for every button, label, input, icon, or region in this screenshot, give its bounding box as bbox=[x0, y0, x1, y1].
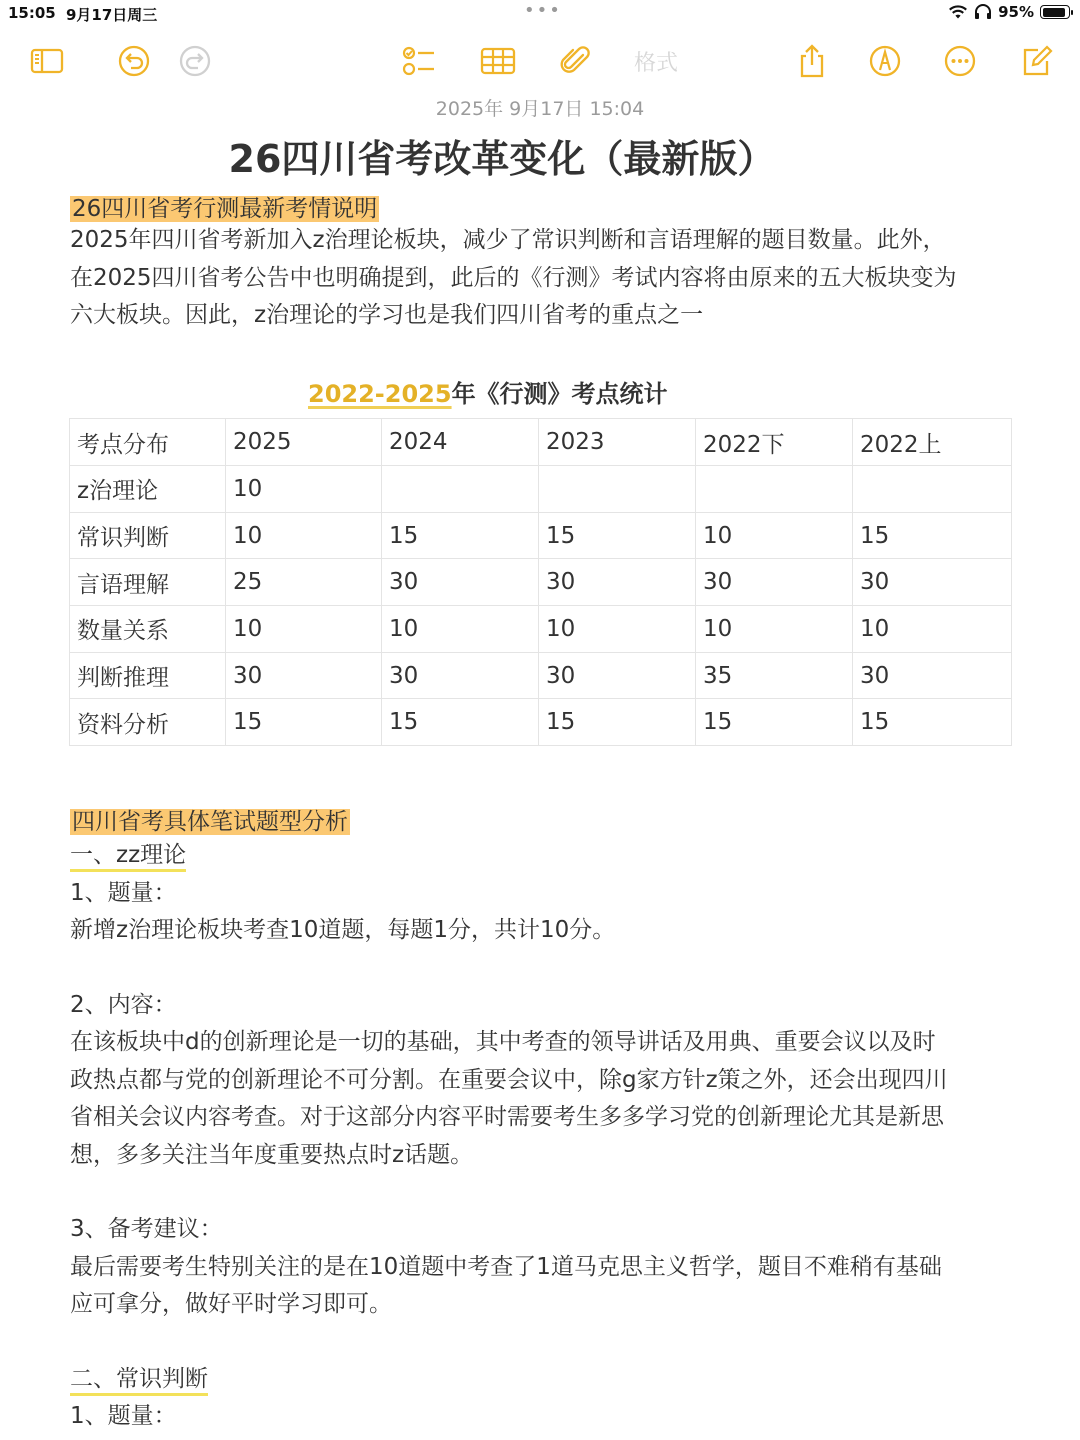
part1-title: 一、zz理论 bbox=[70, 842, 186, 872]
item2-label: 2、内容： bbox=[70, 991, 177, 1018]
redo-icon bbox=[177, 43, 213, 79]
sidebar-icon bbox=[29, 43, 65, 79]
paragraph-line: 想，多多关注当年度重要热点时z话题。 bbox=[70, 1141, 474, 1168]
table-cell[interactable]: 30 bbox=[539, 652, 696, 699]
table-cell[interactable]: 30 bbox=[853, 559, 1012, 606]
undo-icon bbox=[116, 43, 152, 79]
table-cell[interactable] bbox=[382, 466, 539, 513]
table-cell[interactable]: 资料分析 bbox=[70, 699, 226, 746]
share-icon bbox=[794, 43, 830, 79]
item3-label: 3、备考建议： bbox=[70, 1216, 223, 1242]
paragraph-line: 省相关会议内容考查。对于这部分内容平时需要考生多多学习党的创新理论尤其是新思 bbox=[70, 1104, 944, 1130]
status-bar bbox=[0, 0, 1080, 26]
table-cell[interactable]: 10 bbox=[382, 606, 539, 653]
redo-button[interactable] bbox=[175, 42, 215, 80]
table-cell[interactable]: 10 bbox=[853, 606, 1012, 653]
table-cell[interactable]: 10 bbox=[226, 606, 382, 653]
more-button[interactable] bbox=[940, 42, 980, 80]
blank-line bbox=[70, 950, 1020, 987]
table-cell[interactable]: 数量关系 bbox=[70, 606, 226, 653]
table-title[interactable] bbox=[308, 374, 668, 409]
table-cell[interactable] bbox=[696, 466, 853, 513]
overview-paragraph[interactable] bbox=[70, 222, 1020, 335]
table-cell[interactable]: 25 bbox=[226, 559, 382, 606]
table-header-cell[interactable]: 考点分布 bbox=[70, 419, 226, 466]
blank-line bbox=[70, 1324, 1020, 1361]
exam-stats-table[interactable] bbox=[69, 418, 1012, 746]
note-title[interactable]: 26四川省考改革变化（最新版） bbox=[228, 137, 776, 181]
table-header-cell[interactable]: 2022下 bbox=[696, 419, 853, 466]
share-button[interactable] bbox=[792, 42, 832, 80]
more-icon bbox=[942, 43, 978, 79]
table-header-cell[interactable]: 2023 bbox=[539, 419, 696, 466]
table-cell[interactable]: 35 bbox=[696, 652, 853, 699]
section-heading-text: 四川省考具体笔试题型分析 bbox=[72, 809, 348, 835]
item1-label: 1、题量： bbox=[70, 879, 177, 906]
table-cell[interactable]: z治理论 bbox=[70, 466, 226, 513]
paragraph-line: 应可拿分，做好平时学习即可。 bbox=[70, 1291, 392, 1317]
table-cell[interactable]: 10 bbox=[539, 606, 696, 653]
undo-button[interactable] bbox=[114, 42, 154, 80]
table-row bbox=[70, 652, 1012, 699]
table-icon bbox=[480, 43, 516, 79]
blank-line bbox=[70, 1174, 1020, 1211]
wifi-icon bbox=[948, 4, 968, 20]
table-cell[interactable]: 15 bbox=[853, 699, 1012, 746]
table-row bbox=[70, 512, 1012, 559]
headphones-icon bbox=[974, 4, 992, 20]
status-date: 9月17日周三 bbox=[66, 6, 158, 24]
paragraph-line: 2025年四川省考新加入z治理论板块，减少了常识判断和言语理解的题目数量。此外， bbox=[70, 227, 946, 253]
section-heading-exam-overview[interactable] bbox=[70, 190, 379, 223]
table-cell[interactable]: 15 bbox=[539, 512, 696, 559]
markup-button[interactable] bbox=[865, 42, 905, 80]
table-cell[interactable]: 言语理解 bbox=[70, 559, 226, 606]
table-header-row bbox=[70, 419, 1012, 466]
item1-text: 新增z治理论板块考查10道题，每题1分，共计10分。 bbox=[70, 917, 616, 943]
sidebar-toggle-button[interactable] bbox=[27, 42, 67, 80]
table-cell[interactable]: 30 bbox=[382, 559, 539, 606]
multitasking-dots-icon[interactable]: ••• bbox=[524, 0, 562, 21]
table-cell[interactable]: 30 bbox=[853, 652, 1012, 699]
table-button[interactable] bbox=[478, 42, 518, 80]
status-time: 15:05 bbox=[8, 4, 56, 22]
paragraph-line: 政热点都与党的创新理论不可分割。在重要会议中，除g家方针z策之外，还会出现四川 bbox=[70, 1066, 948, 1093]
battery-percent: 95% bbox=[998, 3, 1034, 21]
paragraph-line: 在该板块中d的创新理论是一切的基础，其中考查的领导讲话及用典、重要会议以及时 bbox=[70, 1029, 936, 1055]
table-row bbox=[70, 466, 1012, 513]
table-cell[interactable]: 30 bbox=[539, 559, 696, 606]
section-heading-text: 26四川省考行测最新考情说明 bbox=[72, 196, 378, 222]
part2-item1-label: 1、题量： bbox=[70, 1403, 177, 1429]
table-cell[interactable]: 判断推理 bbox=[70, 652, 226, 699]
table-cell[interactable]: 15 bbox=[696, 699, 853, 746]
table-header-cell[interactable]: 2024 bbox=[382, 419, 539, 466]
table-cell[interactable] bbox=[853, 466, 1012, 513]
status-right bbox=[948, 3, 1070, 21]
table-cell[interactable]: 常识判断 bbox=[70, 512, 226, 559]
markup-pen-icon bbox=[867, 43, 903, 79]
table-row bbox=[70, 559, 1012, 606]
table-cell[interactable]: 10 bbox=[226, 466, 382, 513]
table-cell[interactable]: 30 bbox=[382, 652, 539, 699]
table-cell[interactable]: 15 bbox=[382, 512, 539, 559]
attachment-button[interactable] bbox=[555, 42, 595, 80]
paragraph-line: 六大板块。因此，z治理论的学习也是我们四川省考的重点之一 bbox=[70, 302, 704, 328]
table-cell[interactable]: 15 bbox=[226, 699, 382, 746]
part2-title: 二、常识判断 bbox=[70, 1366, 208, 1396]
table-cell[interactable]: 30 bbox=[226, 652, 382, 699]
compose-icon bbox=[1018, 43, 1054, 79]
table-cell[interactable]: 30 bbox=[696, 559, 853, 606]
table-cell[interactable] bbox=[539, 466, 696, 513]
written-exam-analysis[interactable] bbox=[70, 837, 1020, 1436]
table-header-cell[interactable]: 2022上 bbox=[853, 419, 1012, 466]
battery-fill bbox=[1043, 8, 1066, 17]
table-header-cell[interactable]: 2025 bbox=[226, 419, 382, 466]
table-row bbox=[70, 699, 1012, 746]
table-title-rest: 年《行测》考点统计 bbox=[451, 380, 668, 408]
paperclip-icon bbox=[557, 43, 593, 79]
checklist-icon bbox=[400, 43, 436, 79]
note-timestamp: 2025年 9月17日 15:04 bbox=[435, 98, 645, 120]
battery-icon bbox=[1040, 5, 1070, 19]
table-row bbox=[70, 606, 1012, 653]
table-cell[interactable]: 15 bbox=[382, 699, 539, 746]
table-cell[interactable]: 10 bbox=[226, 512, 382, 559]
paragraph-line: 最后需要考生特别关注的是在10道题中考查了1道马克思主义哲学，题目不难稍有基础 bbox=[70, 1253, 942, 1280]
table-cell[interactable]: 15 bbox=[539, 699, 696, 746]
table-cell[interactable]: 10 bbox=[696, 606, 853, 653]
compose-button[interactable] bbox=[1016, 42, 1056, 80]
paragraph-line: 在2025四川省考公告中也明确提到，此后的《行测》考试内容将由原来的五大板块变为 bbox=[70, 264, 957, 291]
table-title-year: 2022-2025 bbox=[308, 380, 452, 408]
section-heading-written-exam[interactable] bbox=[70, 803, 350, 836]
table-cell[interactable]: 10 bbox=[696, 512, 853, 559]
table-cell[interactable]: 15 bbox=[853, 512, 1012, 559]
checklist-button[interactable] bbox=[398, 42, 438, 80]
format-button[interactable]: 格式 bbox=[634, 51, 679, 76]
